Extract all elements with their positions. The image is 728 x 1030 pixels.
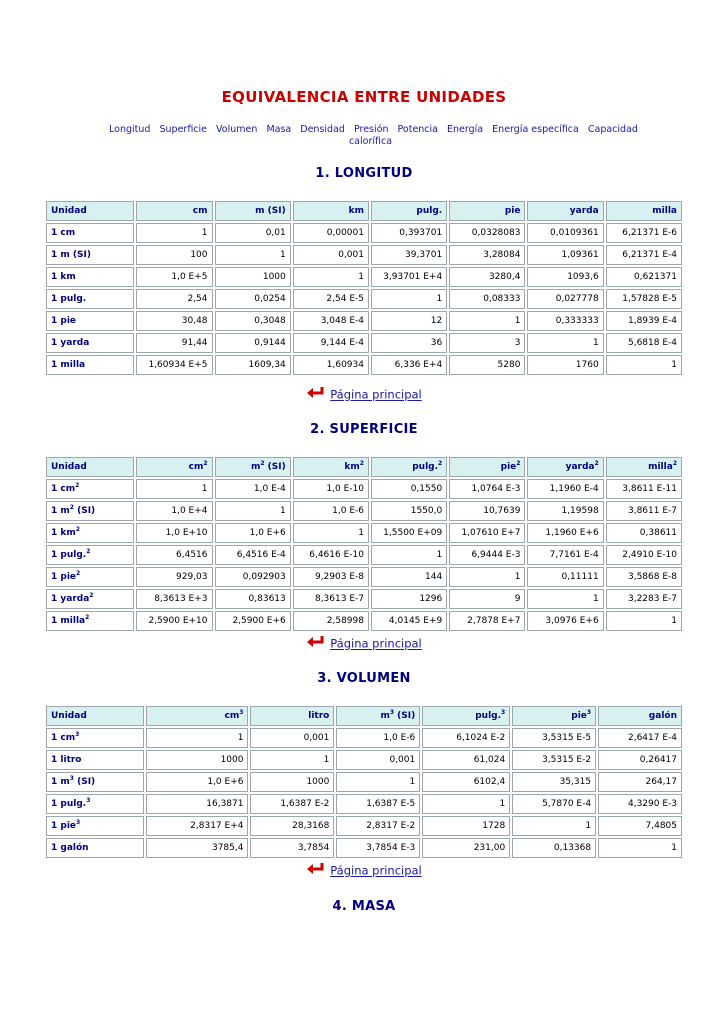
table-cell: 1 [527,589,603,609]
nav-link-masa[interactable]: Masa [266,124,292,135]
table-cell: 6,21371 E-4 [606,245,682,265]
table-row [46,545,682,565]
table-cell: 5,7870 E-4 [512,794,596,814]
column-header: galón [598,706,682,726]
table-cell: 1 [215,245,291,265]
table-cell: 3,5315 E-5 [512,728,596,748]
column-header: yarda [527,201,603,221]
table-cell: 0,13368 [512,838,596,858]
table-row [46,523,682,543]
row-label: 1 pie$^3$ [46,816,144,836]
table-cell: 0,001 [293,245,369,265]
column-header: pie$^2$ [449,457,525,477]
back-link-label[interactable]: Página principal [330,636,422,651]
row-label: 1 m (SI) [46,245,134,265]
table-cell: 1 [215,501,291,521]
column-header: litro [250,706,334,726]
column-header: milla$^2$ [606,457,682,477]
table-cell: 3,5315 E-2 [512,750,596,770]
table-cell: 1550,0 [371,501,447,521]
row-label: 1 milla [46,355,134,375]
table-row [46,816,682,836]
table-row [46,728,682,748]
table-cell: 1,0 E-4 [215,479,291,499]
table-cell: 9,144 E-4 [293,333,369,353]
table-cell: 2,6417 E-4 [598,728,682,748]
table-cell: 1,57828 E-5 [606,289,682,309]
nav-link-longitud[interactable]: Longitud [109,124,151,135]
table-cell: 1 [136,223,212,243]
table-cell: 3,2283 E-7 [606,589,682,609]
row-label: 1 pulg.$^2$ [46,545,134,565]
table-cell: 0,38611 [606,523,682,543]
table-cell: 3,048 E-4 [293,311,369,331]
table-cell: 1 [606,355,682,375]
table-cell: 3,0976 E+6 [527,611,603,631]
table-cell: 1760 [527,355,603,375]
table-cell: 2,5900 E+10 [136,611,212,631]
nav-link-superficie[interactable]: Superficie [159,124,208,135]
table-cell: 8,3613 E-7 [293,589,369,609]
table-cell: 3785,4 [146,838,248,858]
table-cell: 0,092903 [215,567,291,587]
table-cell: 30,48 [136,311,212,331]
table-cell: 1,8939 E-4 [606,311,682,331]
table-row [46,267,682,287]
column-header: pie [449,201,525,221]
table-header-row [46,201,682,221]
column-header: cm [136,201,212,221]
column-header: Unidad [46,201,134,221]
back-to-main-link[interactable] [0,862,728,879]
table-cell: 0,26417 [598,750,682,770]
table-cell: 3,28084 [449,245,525,265]
section-nav [102,124,642,148]
table-cell: 1 [449,311,525,331]
table-cell: 1728 [422,816,510,836]
table-row [46,611,682,631]
table-cell: 1 [293,267,369,287]
row-label: 1 pulg.$^3$ [46,794,144,814]
table-cell: 0,11111 [527,567,603,587]
column-header: pie$^3$ [512,706,596,726]
table-cell: 36 [371,333,447,353]
back-link-label[interactable]: Página principal [330,863,422,878]
table-cell: 6102,4 [422,772,510,792]
table-row [46,479,682,499]
table-cell: 1 [250,750,334,770]
table-cell: 1,0 E+6 [215,523,291,543]
nav-link-presión[interactable]: Presión [353,124,389,135]
table-cell: 1609,34 [215,355,291,375]
table-cell: 0,001 [250,728,334,748]
table-cell: 1,0 E-10 [293,479,369,499]
table-cell: 10,7639 [449,501,525,521]
column-header: $cm^3$ [146,706,248,726]
column-header: Unidad [46,706,144,726]
row-label: 1 yarda$^2$ [46,589,134,609]
table-cell: 3,93701 E+4 [371,267,447,287]
table-cell: 6,336 E+4 [371,355,447,375]
table-cell: 264,17 [598,772,682,792]
table-row [46,772,682,792]
column-header: milla [606,201,682,221]
table-cell: 1 [598,838,682,858]
table-cell: 9,2903 E-8 [293,567,369,587]
table-cell: 3,8611 E-7 [606,501,682,521]
column-header: Unidad [46,457,134,477]
table-cell: 0,027778 [527,289,603,309]
table-cell: 1 [293,523,369,543]
row-label: 1 litro [46,750,144,770]
column-header: m (SI) [215,201,291,221]
row-label: 1 cm [46,223,134,243]
table-cell: 0,83613 [215,589,291,609]
column-header: $cm^2$ [136,457,212,477]
return-arrow-icon[interactable] [306,635,326,652]
table-cell: 0,001 [336,750,420,770]
back-link-label[interactable]: Página principal [330,387,422,402]
table-cell: 0,393701 [371,223,447,243]
table-cell: 1,07610 E+7 [449,523,525,543]
table-cell: 6,4616 E-10 [293,545,369,565]
table-cell: 0,08333 [449,289,525,309]
table-cell: 1,0 E+4 [136,501,212,521]
table-cell: 1 [512,816,596,836]
table-cell: 1,0 E+6 [146,772,248,792]
table-cell: 2,4910 E-10 [606,545,682,565]
table-cell: 1 [606,611,682,631]
row-label: 1 $cm^2$ [46,479,134,499]
back-to-main-link[interactable] [0,386,728,403]
table-cell: 1,5500 E+09 [371,523,447,543]
table-cell: 1 [422,794,510,814]
nav-link-densidad[interactable]: Densidad [300,124,345,135]
table-cell: 0,621371 [606,267,682,287]
table-cell: 2,54 E-5 [293,289,369,309]
table-cell: 1000 [250,772,334,792]
section-title-masa: 4. MASA [332,899,396,914]
table-cell: 1093,6 [527,267,603,287]
column-header: pulg.$^3$ [422,706,510,726]
table-cell: 1,1960 E-4 [527,479,603,499]
table-cell: 1296 [371,589,447,609]
row-label: 1 pie [46,311,134,331]
table-row [46,838,682,858]
table-cell: 1,09361 [527,245,603,265]
table-cell: 929,03 [136,567,212,587]
table-cell: 2,8317 E+4 [146,816,248,836]
table-row [46,750,682,770]
table-cell: 100 [136,245,212,265]
table-cell: 144 [371,567,447,587]
table-cell: 0,01 [215,223,291,243]
table-cell: 6,1024 E-2 [422,728,510,748]
nav-link-energía[interactable]: Energía [447,124,484,135]
table-cell: 7,4805 [598,816,682,836]
table-cell: 5280 [449,355,525,375]
table-row [46,355,682,375]
nav-link-capacidad-calorífica[interactable]: Capacidad calorífica [348,124,638,147]
table-cell: 1 [371,289,447,309]
table-header-row [46,457,682,477]
table-cell: 1,60934 [293,355,369,375]
back-to-main-link[interactable] [0,635,728,652]
table-cell: 1,60934 E+5 [136,355,212,375]
table-cell: 4,3290 E-3 [598,794,682,814]
table-row [46,333,682,353]
row-label: 1 milla$^2$ [46,611,134,631]
table-cell: 2,54 [136,289,212,309]
table-cell: 6,9444 E-3 [449,545,525,565]
table-cell: 6,4516 [136,545,212,565]
table-cell: 3,8611 E-11 [606,479,682,499]
table-cell: 35,315 [512,772,596,792]
table-cell: 5,6818 E-4 [606,333,682,353]
section-title-longitud: 1. LONGITUD [315,166,413,181]
table-cell: 3,7854 E-3 [336,838,420,858]
nav-link-potencia[interactable]: Potencia [397,124,438,135]
conversion-table-volumen [44,704,684,860]
table-cell: 6,21371 E-6 [606,223,682,243]
table-cell: 0,0328083 [449,223,525,243]
return-arrow-icon[interactable] [306,386,326,403]
table-cell: 91,44 [136,333,212,353]
table-cell: 12 [371,311,447,331]
table-cell: 1 [336,772,420,792]
table-cell: 1,6387 E-2 [250,794,334,814]
table-cell: 1000 [146,750,248,770]
table-cell: 39,3701 [371,245,447,265]
table-cell: 1,0764 E-3 [449,479,525,499]
table-row [46,589,682,609]
row-label: 1 yarda [46,333,134,353]
table-cell: 2,58998 [293,611,369,631]
table-cell: 2,8317 E-2 [336,816,420,836]
table-cell: 1,1960 E+6 [527,523,603,543]
row-label: 1 $km^2$ [46,523,134,543]
column-header: km [293,201,369,221]
conversion-table-longitud [44,199,684,377]
table-row [46,501,682,521]
table-cell: 3,7854 [250,838,334,858]
table-cell: 1 [136,479,212,499]
table-cell: 1,0 E+10 [136,523,212,543]
table-row [46,311,682,331]
row-label: 1 km [46,267,134,287]
row-label: 1 $m^3$ (SI) [46,772,144,792]
table-cell: 1,19598 [527,501,603,521]
table-cell: 61,024 [422,750,510,770]
table-cell: 1,0 E-6 [336,728,420,748]
nav-link-volumen[interactable]: Volumen [216,124,258,135]
table-cell: 0,00001 [293,223,369,243]
table-cell: 3280,4 [449,267,525,287]
row-label: 1 galón [46,838,144,858]
table-cell: 7,7161 E-4 [527,545,603,565]
section-title-superficie: 2. SUPERFICIE [310,422,418,437]
table-cell: 3 [449,333,525,353]
table-row [46,289,682,309]
table-cell: 1 [449,567,525,587]
table-row [46,245,682,265]
conversion-table-superficie [44,455,684,633]
table-cell: 0,333333 [527,311,603,331]
table-cell: 2,7878 E+7 [449,611,525,631]
table-cell: 28,3168 [250,816,334,836]
table-cell: 8,3613 E+3 [136,589,212,609]
section-title-volumen: 3. VOLUMEN [317,671,411,686]
nav-link-energía-específica[interactable]: Energía específica [492,124,579,135]
table-cell: 4,0145 E+9 [371,611,447,631]
table-cell: 0,1550 [371,479,447,499]
table-cell: 1 [371,545,447,565]
table-cell: 0,3048 [215,311,291,331]
table-cell: 3,5868 E-8 [606,567,682,587]
row-label: 1 $cm^3$ [46,728,144,748]
return-arrow-icon[interactable] [306,862,326,879]
table-row [46,567,682,587]
table-cell: 2,5900 E+6 [215,611,291,631]
column-header: yarda$^2$ [527,457,603,477]
column-header: $km^2$ [293,457,369,477]
table-cell: 16,3871 [146,794,248,814]
table-cell: 0,0109361 [527,223,603,243]
row-label: 1 $m^2$ (SI) [46,501,134,521]
column-header: pulg. [371,201,447,221]
column-header: $m^3$ (SI) [336,706,420,726]
table-row [46,794,682,814]
column-header: $m^2$ (SI) [215,457,291,477]
table-cell: 6,4516 E-4 [215,545,291,565]
table-row [46,223,682,243]
table-cell: 231,00 [422,838,510,858]
table-cell: 1 [527,333,603,353]
page-title: EQUIVALENCIA ENTRE UNIDADES [221,88,507,106]
row-label: 1 pie$^2$ [46,567,134,587]
table-header-row [46,706,682,726]
table-cell: 1,0 E+5 [136,267,212,287]
table-cell: 0,9144 [215,333,291,353]
table-cell: 0,0254 [215,289,291,309]
table-cell: 1,6387 E-5 [336,794,420,814]
table-cell: 1 [146,728,248,748]
row-label: 1 pulg. [46,289,134,309]
table-cell: 9 [449,589,525,609]
table-cell: 1,0 E-6 [293,501,369,521]
table-cell: 1000 [215,267,291,287]
column-header: pulg.$^2$ [371,457,447,477]
